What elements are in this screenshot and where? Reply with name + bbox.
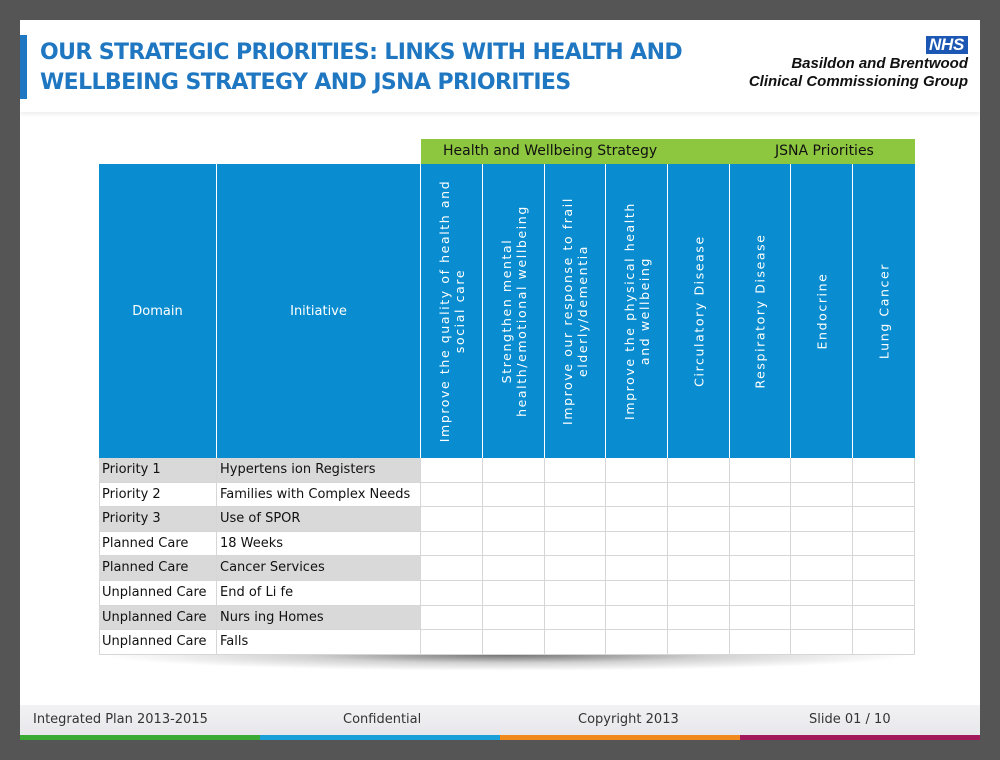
cell-empty <box>791 532 853 557</box>
header-col-5 <box>668 164 730 458</box>
cell-initiative: Falls <box>217 630 421 655</box>
header-col-3-label: Improve our response to frail elderly/dementia <box>560 197 590 425</box>
cell-initiative: Use of SPOR <box>217 507 421 532</box>
cell-empty <box>483 458 545 483</box>
cell-empty <box>421 606 483 631</box>
header-initiative <box>217 164 421 458</box>
cell-empty <box>421 458 483 483</box>
cell-empty <box>545 556 606 581</box>
header-col-6-label: Respiratory Disease <box>752 233 768 389</box>
cell-empty <box>421 630 483 655</box>
slide <box>20 20 980 740</box>
cell-empty <box>730 507 791 532</box>
cell-initiative: End of Li fe <box>217 581 421 606</box>
cell-empty <box>483 630 545 655</box>
org-name-line-2: Clinical Commissioning Group <box>748 73 968 90</box>
table-row <box>99 483 915 508</box>
column-header-row <box>99 164 915 458</box>
cell-empty <box>545 458 606 483</box>
cell-empty <box>853 606 915 631</box>
cell-empty <box>730 606 791 631</box>
cell-domain: Priority 1 <box>99 458 217 483</box>
cell-empty <box>853 630 915 655</box>
cell-empty <box>421 507 483 532</box>
header-col-8-label: Lung Cancer <box>876 262 892 360</box>
header-col-4 <box>606 164 668 458</box>
cell-initiative: Cancer Services <box>217 556 421 581</box>
cell-empty <box>791 581 853 606</box>
cell-empty <box>483 606 545 631</box>
cell-empty <box>730 458 791 483</box>
footer-slide-number: Slide 01 / 10 <box>809 712 891 727</box>
cell-empty <box>606 581 668 606</box>
cell-empty <box>668 606 730 631</box>
cell-empty <box>791 556 853 581</box>
cell-empty <box>668 507 730 532</box>
cell-empty <box>606 532 668 557</box>
cell-empty <box>606 483 668 508</box>
page-title <box>40 38 700 98</box>
cell-empty <box>853 581 915 606</box>
header-col-5-label: Circulatory Disease <box>691 235 706 387</box>
group-header-row <box>421 139 915 164</box>
cell-empty <box>421 483 483 508</box>
cell-domain: Priority 3 <box>99 507 217 532</box>
cell-empty <box>791 606 853 631</box>
cell-empty <box>483 556 545 581</box>
cell-empty <box>853 556 915 581</box>
header-col-4-label: Improve the physical health and wellbeing <box>621 202 652 420</box>
cell-empty <box>606 556 668 581</box>
cell-initiative: Nurs ing Homes <box>217 606 421 631</box>
org-name-line-1: Basildon and Brentwood <box>791 55 968 72</box>
header-col-1 <box>421 164 483 458</box>
footer-stripe <box>260 735 500 740</box>
cell-domain: Unplanned Care <box>99 581 217 606</box>
nhs-logo-mark: NHS <box>926 36 968 54</box>
table-row <box>99 507 915 532</box>
header-domain-label: Domain <box>132 303 183 319</box>
cell-empty <box>853 483 915 508</box>
header-domain <box>99 164 217 458</box>
cell-empty <box>421 556 483 581</box>
cell-empty <box>606 458 668 483</box>
header-col-2 <box>483 164 545 458</box>
table-row <box>99 630 915 655</box>
footer-stripe <box>20 735 260 740</box>
group-label-jsna: JSNA Priorities <box>775 143 874 159</box>
nhs-logo <box>738 36 968 91</box>
table-row <box>99 556 915 581</box>
cell-empty <box>668 532 730 557</box>
table-row <box>99 532 915 557</box>
header-col-2-label: Strengthen mental health/emotional wellbeing <box>498 205 529 417</box>
cell-empty <box>791 630 853 655</box>
cell-empty <box>483 532 545 557</box>
cell-empty <box>483 507 545 532</box>
slide-header <box>20 20 980 112</box>
cell-empty <box>545 532 606 557</box>
group-label-hws: Health and Wellbeing Strategy <box>443 143 658 159</box>
cell-empty <box>730 556 791 581</box>
title-line-1: OUR STRATEGIC PRIORITIES: LINKS WITH HEALTH AND <box>40 40 683 65</box>
cell-empty <box>730 483 791 508</box>
cell-empty <box>483 581 545 606</box>
footer-color-stripes <box>20 735 980 740</box>
cell-empty <box>853 507 915 532</box>
header-col-1-label: Improve the quality of health and social care <box>436 179 467 443</box>
cell-domain: Priority 2 <box>99 483 217 508</box>
cell-empty <box>730 532 791 557</box>
cell-empty <box>545 483 606 508</box>
cell-empty <box>545 630 606 655</box>
cell-empty <box>853 532 915 557</box>
cell-empty <box>545 581 606 606</box>
header-col-7-label: Endocrine <box>814 272 829 350</box>
footer-confidential: Confidential <box>343 712 422 727</box>
table-row <box>99 606 915 631</box>
cell-empty <box>791 458 853 483</box>
cell-empty <box>545 507 606 532</box>
cell-empty <box>791 483 853 508</box>
cell-domain: Planned Care <box>99 556 217 581</box>
footer-plan: Integrated Plan 2013-2015 <box>33 712 208 727</box>
table-row <box>99 458 915 483</box>
cell-empty <box>545 606 606 631</box>
cell-empty <box>421 581 483 606</box>
footer-stripe <box>500 735 740 740</box>
title-line-2: WELLBEING STRATEGY AND JSNA PRIORITIES <box>40 70 571 95</box>
cell-empty <box>791 507 853 532</box>
cell-empty <box>668 630 730 655</box>
footer-copyright: Copyright 2013 <box>578 712 679 727</box>
cell-empty <box>668 581 730 606</box>
cell-empty <box>730 630 791 655</box>
cell-empty <box>606 630 668 655</box>
header-initiative-label: Initiative <box>290 303 347 319</box>
footer-stripe <box>740 735 980 740</box>
header-col-3 <box>545 164 606 458</box>
cell-domain: Unplanned Care <box>99 630 217 655</box>
table-shadow <box>99 655 915 671</box>
cell-empty <box>606 606 668 631</box>
cell-initiative: Hypertens ion Registers <box>217 458 421 483</box>
cell-empty <box>606 507 668 532</box>
cell-initiative: 18 Weeks <box>217 532 421 557</box>
cell-empty <box>483 483 545 508</box>
cell-empty <box>668 458 730 483</box>
cell-empty <box>668 483 730 508</box>
cell-empty <box>853 458 915 483</box>
header-col-6 <box>730 164 791 458</box>
title-accent-bar <box>20 35 27 99</box>
cell-domain: Unplanned Care <box>99 606 217 631</box>
cell-empty <box>668 556 730 581</box>
table-row <box>99 581 915 606</box>
header-col-8 <box>853 164 915 458</box>
header-col-7 <box>791 164 853 458</box>
cell-initiative: Families with Complex Needs <box>217 483 421 508</box>
cell-empty <box>730 581 791 606</box>
cell-empty <box>421 532 483 557</box>
cell-domain: Planned Care <box>99 532 217 557</box>
